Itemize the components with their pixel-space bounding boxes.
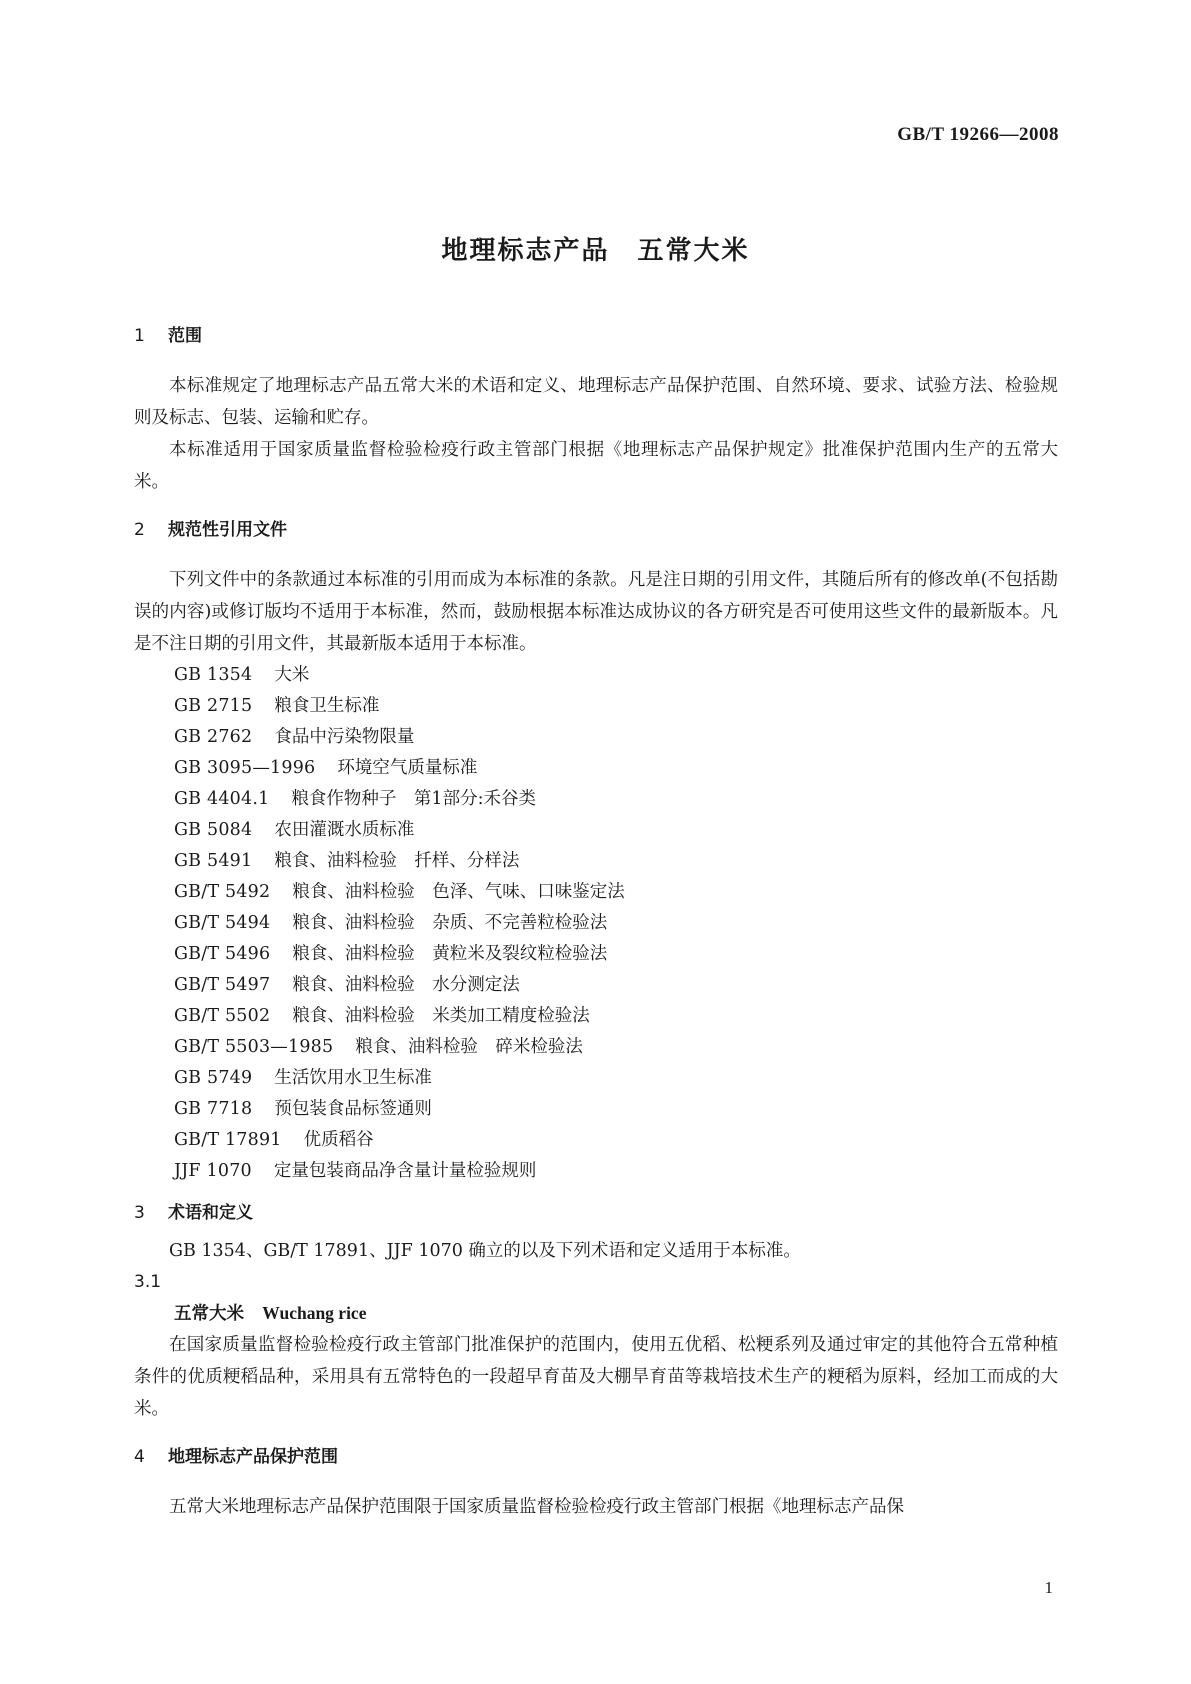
section-title: 地理标志产品保护范围 <box>168 1447 338 1467</box>
reference-code: GB/T 17891 <box>174 1130 282 1150</box>
reference-item <box>134 784 1058 815</box>
reference-code: GB 2762 <box>174 727 253 747</box>
standard-code: GB/T 19266—2008 <box>897 124 1059 145</box>
reference-code: GB/T 5497 <box>174 975 271 995</box>
reference-code: GB 7718 <box>174 1099 253 1119</box>
reference-item <box>134 1032 1058 1063</box>
reference-title: 粮食、油料检验 扦样、分样法 <box>274 851 520 871</box>
reference-item <box>134 815 1058 846</box>
reference-code: GB 2715 <box>174 696 253 716</box>
reference-code: GB/T 5503—1985 <box>174 1037 334 1057</box>
reference-title: 生活饮用水卫生标准 <box>274 1068 432 1088</box>
reference-title: 优质稻谷 <box>303 1130 374 1150</box>
reference-title: 粮食、油料检验 色泽、气味、口味鉴定法 <box>292 882 625 902</box>
reference-title: 环境空气质量标准 <box>337 758 478 778</box>
reference-item <box>134 1125 1058 1156</box>
reference-item <box>134 753 1058 784</box>
reference-title: 粮食、油料检验 杂质、不完善粒检验法 <box>292 913 608 933</box>
subsection-number: 3.1 <box>134 1272 162 1292</box>
reference-item <box>134 877 1058 908</box>
section-title: 规范性引用文件 <box>168 520 287 540</box>
reference-title: 粮食、油料检验 碎米检验法 <box>355 1037 583 1057</box>
reference-item <box>134 660 1058 691</box>
section-title: 范围 <box>168 326 202 346</box>
document-body <box>134 322 1058 1523</box>
reference-item <box>134 1156 1058 1187</box>
section-3-heading <box>134 1199 1058 1227</box>
reference-code: GB/T 5492 <box>174 882 271 902</box>
section-3-intro: GB 1354、GB/T 17891、JJF 1070 确立的以及下列术语和定义适用于本标准。 <box>169 1241 801 1261</box>
reference-code: GB/T 5494 <box>174 913 271 933</box>
section-1-heading <box>134 322 1058 350</box>
reference-item <box>134 846 1058 877</box>
section-number: 3 <box>134 1203 145 1223</box>
reference-title: 粮食、油料检验 米类加工精度检验法 <box>292 1006 590 1026</box>
term-english: Wuchang rice <box>262 1303 367 1323</box>
reference-code: GB 5491 <box>174 851 253 871</box>
reference-item <box>134 1063 1058 1094</box>
section-number: 1 <box>134 326 145 346</box>
reference-title: 食品中污染物限量 <box>274 727 415 747</box>
reference-code: GB 5084 <box>174 820 253 840</box>
reference-title: 粮食作物种子 第1部分:禾谷类 <box>291 789 536 809</box>
page-number: 1 <box>1044 1578 1053 1597</box>
section-4-heading <box>134 1443 1058 1471</box>
reference-title: 粮食卫生标准 <box>274 696 380 716</box>
term-definition: 在国家质量监督检验检疫行政主管部门批准保护的范围内，使用五优稻、松粳系列及通过审定的其他符合五常种植条件的优质粳稻品种，采用具有五常特色的一段超早育苗及大棚旱育苗等栽培技术生产的粳稻为原料，经加工而成的大米。 <box>134 1335 1058 1419</box>
reference-code: JJF 1070 <box>174 1161 252 1181</box>
section-2-heading <box>134 516 1058 544</box>
reference-code: GB 3095—1996 <box>174 758 316 778</box>
document-title: 地理标志产品 五常大米 <box>441 236 750 266</box>
reference-title: 粮食、油料检验 水分测定法 <box>292 975 520 995</box>
section-1-paragraph: 本标准适用于国家质量监督检验检疫行政主管部门根据《地理标志产品保护规定》批准保护范围内生产的五常大米。 <box>134 440 1058 492</box>
reference-title: 粮食、油料检验 黄粒米及裂纹粒检验法 <box>292 944 608 964</box>
section-2-intro: 下列文件中的条款通过本标准的引用而成为本标准的条款。凡是注日期的引用文件，其随后所有的修改单(不包括勘误的内容)或修订版均不适用于本标准，然而，鼓励根据本标准达成协议的各方研究是否可使用这些文件的最新版本。凡是不注日期的引用文件，其最新版本适用于本标准。 <box>134 570 1058 654</box>
reference-code: GB/T 5502 <box>174 1006 271 1026</box>
section-1-paragraph: 本标准规定了地理标志产品五常大米的术语和定义、地理标志产品保护范围、自然环境、要求、试验方法、检验规则及标志、包装、运输和贮存。 <box>134 376 1058 428</box>
reference-code: GB 5749 <box>174 1068 253 1088</box>
reference-code: GB 1354 <box>174 665 253 685</box>
reference-item <box>134 1094 1058 1125</box>
reference-code: GB/T 5496 <box>174 944 271 964</box>
term-chinese: 五常大米 <box>174 1304 244 1324</box>
reference-title: 农田灌溉水质标准 <box>274 820 415 840</box>
reference-code: GB 4404.1 <box>174 789 270 809</box>
reference-item <box>134 722 1058 753</box>
reference-item <box>134 908 1058 939</box>
reference-item <box>134 1001 1058 1032</box>
reference-item <box>134 939 1058 970</box>
reference-title: 大米 <box>274 665 310 685</box>
reference-title: 预包装食品标签通则 <box>274 1099 432 1119</box>
term-entry <box>134 1297 1058 1329</box>
reference-item <box>134 970 1058 1001</box>
section-4-paragraph: 五常大米地理标志产品保护范围限于国家质量监督检验检疫行政主管部门根据《地理标志产品保 <box>169 1497 904 1517</box>
reference-item <box>134 691 1058 722</box>
reference-title: 定量包装商品净含量计量检验规则 <box>273 1161 537 1181</box>
section-title: 术语和定义 <box>168 1203 253 1223</box>
section-number: 2 <box>134 520 145 540</box>
reference-list <box>134 660 1058 1187</box>
section-number: 4 <box>134 1447 145 1467</box>
